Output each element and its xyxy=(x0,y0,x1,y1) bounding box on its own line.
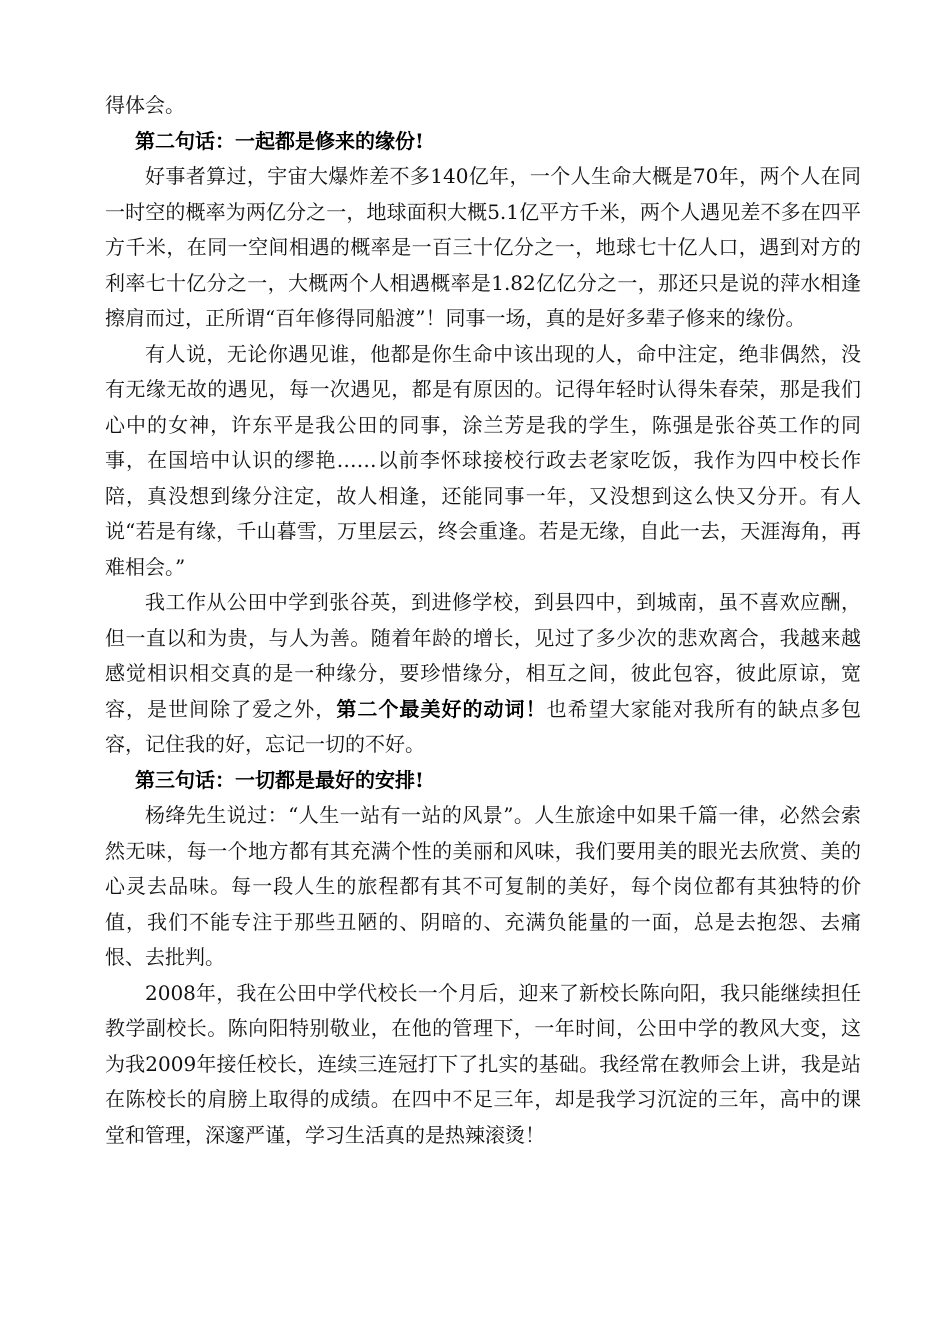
paragraph-career xyxy=(105,585,861,763)
paragraph-scenery: 杨绛先生说过：“人生一站有一站的风景”。人生旅途中如果千篇一律，必然会索然无味，每一个地方都有其充满个性的美丽和风味，我们要用美的眼光去欣赏、美的心灵去品味。每一段人生的旅程都有其不可复制的美好，每个岗位都有其独特的价值，我们不能专注于那些丑陋的、阴暗的、充满负能量的一面，总是去抱怨、去痛恨、去批判。 xyxy=(105,803,861,969)
paragraph-2008: 2008年，我在公田中学代校长一个月后，迎来了新校长陈向阳，我只能继续担任教学副校长。陈向阳特别敬业，在他的管理下，一年时间，公田中学的教风大变，这为我2009年接任校长，连续三连冠打下了扎实的基础。我经常在教师会上讲，我是站在陈校长的肩膀上取得的成绩。在四中不足三年，却是我学习沉淀的三年，高中的课堂和管理，深邃严谨，学习生活真的是热辣滚烫！ xyxy=(105,980,861,1147)
document-body xyxy=(105,88,861,1153)
paragraph-career-text-1: 我工作从公田中学到张谷英，到进修学校，到县四中，到城南，虽不喜欢应酬，但一直以和为贵，与人为善。随着年龄的增长，见过了多少次的悲欢离合，我越来越感觉相识相交真的是一种缘分，要珍惜缘分，相互之间，彼此包容，彼此原谅，宽容，是世间除了爱之外， xyxy=(105,590,861,721)
paragraph-fate: 有人说，无论你遇见谁，他都是你生命中该出现的人，命中注定，绝非偶然，没有无缘无故的遇见，每一次遇见，都是有原因的。记得年轻时认得朱春荣，那是我们心中的女神，许东平是我公田的同事，涂兰芳是我的学生，陈强是张谷英工作的同事，在国培中认识的缪艳……以前李怀球接校行政去老家吃饭，我作为四中校长作陪，真没想到缘分注定，故人相逢，还能同事一年，又没想到这么快又分开。有人说“若是有缘，千山暮雪，万里层云，终会重逢。若是无缘，自此一去，天涯海角，再难相会。” xyxy=(105,341,861,579)
paragraph-continuation: 得体会。 xyxy=(105,93,185,117)
section-heading-third: 第三句话：一切都是最好的安排! xyxy=(135,767,424,792)
paragraph-career-text-2: 也希望大家能对我所有的缺点多包容，记住我的好，忘记一切的不好。 xyxy=(105,696,862,756)
paragraph-probability: 好事者算过，宇宙大爆炸差不多140亿年，一个人生命大概是70年，两个人在同一时空的概率为两亿分之一，地球面积大概5.1亿平方千米，两个人遇见差不多在四平方千米，在同一空间相遇的概率是一百三十亿分之一，地球七十亿人口，遇到对方的利率七十亿分之一，大概两个人相遇概率是1.82亿亿分之一，那还只是说的萍水相逢擦肩而过，正所谓“百年修得同船渡”！同事一场，真的是好多辈子修来的缘份。 xyxy=(105,164,861,330)
paragraph-career-emphasis: 第二个最美好的动词！ xyxy=(336,696,547,721)
section-heading-second: 第二句话：一起都是修来的缘份! xyxy=(135,128,424,153)
